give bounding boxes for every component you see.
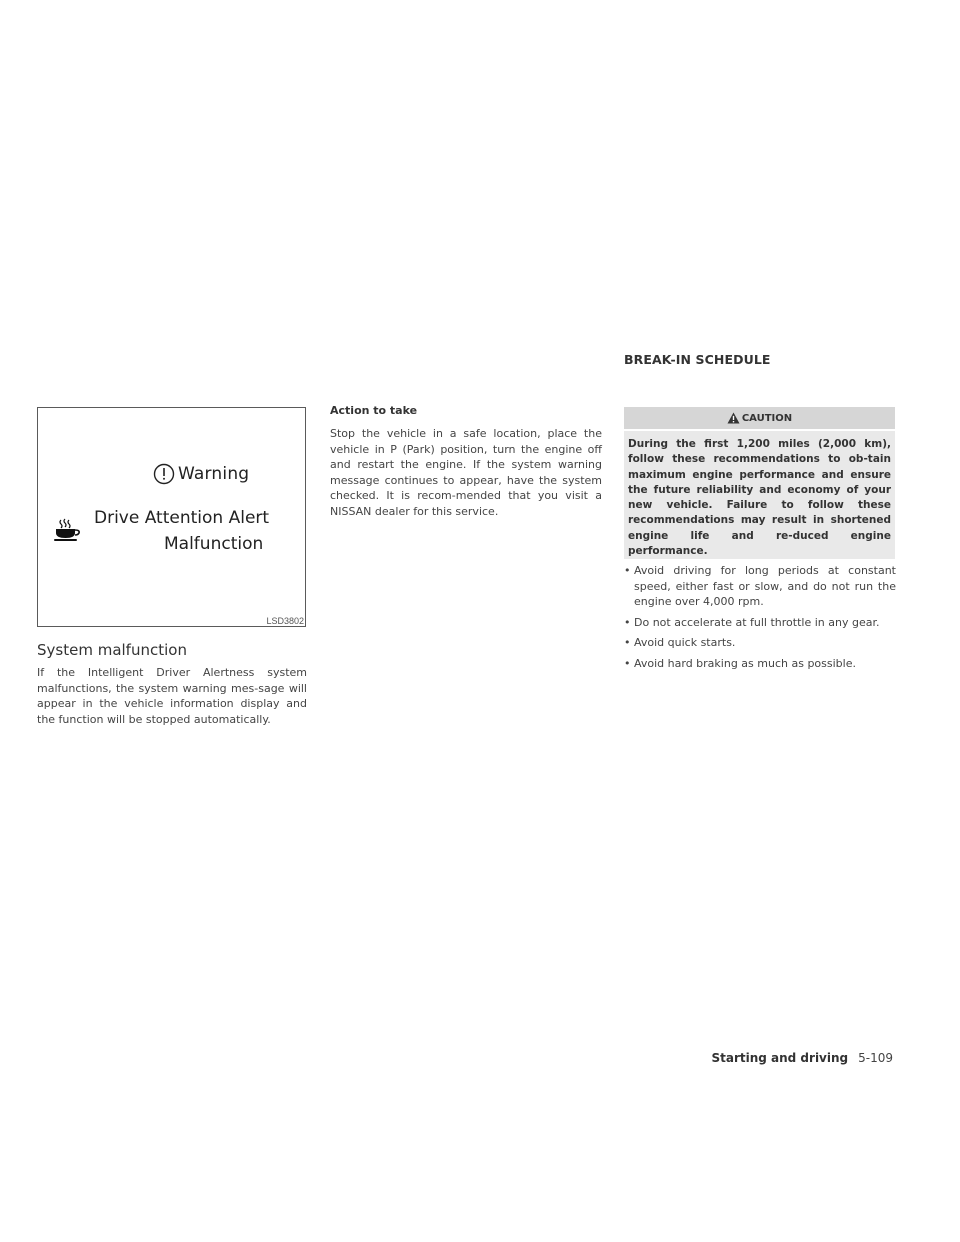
list-item — [624, 615, 896, 631]
warning-circle-icon — [153, 463, 175, 485]
bullet-dot: • — [624, 564, 631, 577]
break-in-schedule-heading: BREAK-IN SCHEDULE — [624, 352, 771, 367]
bullet-text: Avoid quick starts. — [634, 636, 736, 649]
figure-code: LSD3802 — [266, 616, 304, 626]
break-in-bullet-list — [624, 563, 896, 676]
figure-message-line2: Malfunction — [164, 534, 264, 554]
bullet-text: Avoid driving for long periods at constant speed, either fast or slow, and do not run the engine over 4,000 rpm. — [634, 564, 896, 608]
bullet-dot: • — [624, 615, 631, 629]
action-to-take-paragraph: Stop the vehicle in a safe location, place the vehicle in P (Park) position, turn the engine off and restart the engine. If the system warning message continues to appear, have the system checked. It is recom-mended that you visit a NISSAN dealer for this service. — [330, 427, 602, 518]
coffee-cup-icon — [52, 518, 82, 542]
bullet-text: Avoid hard braking as much as possible. — [634, 656, 856, 670]
caution-triangle-icon — [727, 412, 740, 424]
system-malfunction-title: System malfunction — [37, 641, 187, 659]
caution-box — [624, 407, 895, 559]
caution-header — [624, 407, 895, 429]
list-item — [624, 635, 896, 651]
list-item — [624, 656, 896, 672]
figure-warning-row — [153, 463, 249, 485]
system-malfunction-paragraph: If the Intelligent Driver Alertness system malfunctions, the system warning mes-sage will appear in the vehicle information display and the function will be stopped automatically. — [37, 666, 307, 726]
footer-section-name: Starting and driving — [711, 1051, 849, 1065]
warning-display-figure — [37, 407, 306, 627]
caution-label: CAUTION — [741, 412, 793, 424]
list-item — [624, 563, 896, 610]
figure-message-line1: Drive Attention Alert — [94, 508, 270, 528]
page-number: 5-109 — [858, 1051, 893, 1065]
action-to-take-heading: Action to take — [330, 404, 418, 417]
bullet-dot: • — [624, 656, 631, 670]
figure-warning-title: Warning — [178, 464, 250, 484]
caution-body — [624, 431, 895, 559]
page-footer — [711, 1051, 893, 1065]
bullet-text: Do not accelerate at full throttle in any gear. — [634, 615, 880, 629]
caution-text: During the first 1,200 miles (2,000 km), follow these recommendations to ob-tain maximum engine performance and ensure the future reliability and economy of your new vehicle. Failure to follow these recommendations may result in shortened engine life and re-duced engine performance. — [628, 438, 891, 558]
bullet-dot: • — [624, 636, 631, 649]
